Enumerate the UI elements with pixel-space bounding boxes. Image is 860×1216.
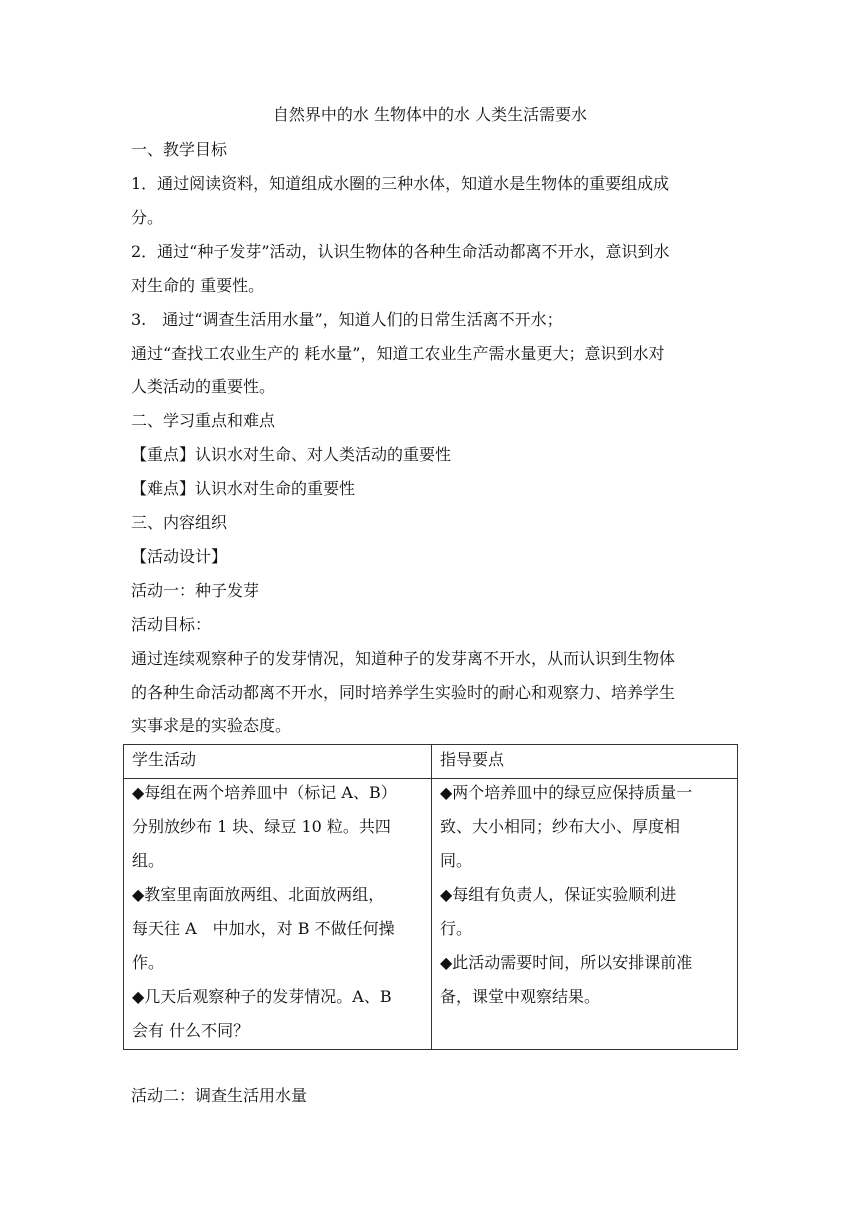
section-heading-content: 三、内容组织 (131, 513, 228, 532)
table-left-line: 组。 (132, 851, 165, 870)
document-title: 自然界中的水 生物体中的水 人类生活需要水 (272, 105, 588, 124)
table-column-divider (431, 745, 432, 1049)
activity-1-goal-line-1: 通过连续观察种子的发芽情况，知道种子的发芽离不开水，从而认识到生物体 (131, 649, 676, 668)
table-left-line: ◆几天后观察种子的发芽情况。A、B (132, 987, 392, 1006)
table-left-line: 每天往 A 中加水，对 B 不做任何操 (132, 919, 395, 938)
activity-1-goal-line-3: 实事求是的实验态度。 (131, 716, 292, 735)
table-left-line: 会有 什么不同？ (132, 1021, 250, 1040)
section-heading-key-points: 二、学习重点和难点 (131, 411, 276, 430)
goal-1-line-2: 分。 (131, 208, 164, 227)
goal-3-line-2: 通过“查找工农业生产的 耗水量”，知道工农业生产需水量更大；意识到水对 (131, 344, 665, 363)
table-right-line: 致、大小相同；纱布大小、厚度相 (440, 817, 681, 836)
activity-table (123, 744, 738, 1050)
table-right-line: ◆两个培养皿中的绿豆应保持质量一 (440, 783, 693, 802)
table-left-line: ◆教室里南面放两组、北面放两组， (132, 885, 385, 904)
table-right-line: 备，课堂中观察结果。 (440, 987, 601, 1006)
table-left-line: 分别放纱布 1 块、绿豆 10 粒。共四 (132, 817, 391, 836)
table-header-divider (124, 778, 737, 779)
table-left-line: ◆每组在两个培养皿中（标记 A、B） (132, 783, 397, 802)
goal-2-line-1: 2．通过“种子发芽”活动，认识生物体的各种生命活动都离不开水，意识到水 (131, 242, 670, 261)
activity-design-label: 【活动设计】 (131, 547, 228, 566)
table-right-line: 行。 (440, 919, 473, 938)
activity-1-goal-label: 活动目标： (131, 615, 212, 634)
activity-1-title: 活动一：种子发芽 (131, 581, 260, 600)
table-left-line: 作。 (132, 953, 165, 972)
table-right-line: ◆此活动需要时间，所以安排课前准 (440, 953, 693, 972)
goal-1-line-1: 1．通过阅读资料，知道组成水圈的三种水体，知道水是生物体的重要组成成 (131, 174, 670, 193)
key-point: 【重点】认识水对生命、对人类活动的重要性 (131, 445, 452, 464)
goal-3-line-3: 人类活动的重要性。 (131, 377, 276, 396)
goal-2-line-2: 对生命的 重要性。 (131, 276, 265, 295)
goal-3-line-1: 3. 通过“调查生活用水量”，知道人们的日常生活离不开水； (131, 310, 563, 329)
table-right-line: 同。 (440, 851, 473, 870)
table-header-student-activity: 学生活动 (132, 750, 197, 769)
activity-1-goal-line-2: 的各种生命活动都离不开水，同时培养学生实验时的耐心和观察力、培养学生 (131, 683, 676, 702)
difficult-point: 【难点】认识水对生命的重要性 (131, 479, 356, 498)
section-heading-teaching-goals: 一、教学目标 (131, 140, 228, 159)
activity-2-title: 活动二：调查生活用水量 (131, 1086, 308, 1105)
table-right-line: ◆每组有负责人，保证实验顺利进 (440, 885, 677, 904)
table-header-guidance-points: 指导要点 (440, 750, 505, 769)
